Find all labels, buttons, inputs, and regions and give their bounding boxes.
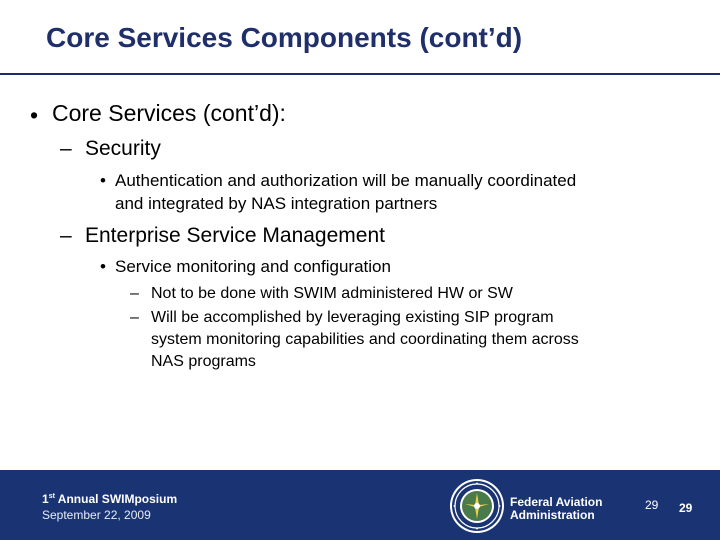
bullet-marker: • — [100, 171, 106, 190]
dash-marker: – — [60, 137, 72, 160]
footer-bar — [0, 470, 720, 540]
esm-sub-item-2-line3: NAS programs — [151, 353, 256, 370]
sub-bullet-security: Security — [85, 137, 161, 160]
event-ordinal-suffix: st — [48, 493, 55, 500]
dash-marker: – — [130, 285, 139, 302]
event-date: September 22, 2009 — [42, 508, 151, 522]
faa-seal-icon — [449, 478, 505, 534]
slide-title: Core Services Components (cont’d) — [46, 22, 523, 53]
esm-sub-item-1: Not to be done with SWIM administered HW or SW — [151, 285, 513, 302]
esm-sub-item-2-line1: Will be accomplished by leveraging existing SIP program — [151, 309, 554, 326]
security-detail-line1: Authentication and authorization will be manually coordinated — [115, 171, 577, 190]
security-detail-line2: and integrated by NAS integration partners — [115, 194, 438, 213]
agency-name-line2: Administration — [510, 508, 595, 522]
bullet-marker: • — [100, 257, 106, 276]
agency-name — [510, 496, 602, 522]
esm-sub-item-2-line2: system monitoring capabilities and coordinating them across — [151, 331, 579, 348]
bullet-core-services: Core Services (cont’d): — [52, 100, 286, 126]
event-name: Annual SWIMposium — [54, 492, 178, 506]
event-ordinal: 1 — [42, 492, 49, 506]
event-title — [42, 492, 177, 506]
bullet-marker: • — [30, 102, 39, 128]
esm-detail: Service monitoring and configuration — [115, 257, 391, 276]
title-divider — [0, 73, 720, 75]
page-number-bold: 29 — [679, 501, 693, 515]
agency-name-line1: Federal Aviation — [510, 495, 603, 509]
page-number: 29 — [645, 498, 659, 512]
dash-marker: – — [60, 224, 72, 247]
sub-bullet-esm: Enterprise Service Management — [85, 224, 385, 247]
dash-marker: – — [130, 309, 139, 326]
